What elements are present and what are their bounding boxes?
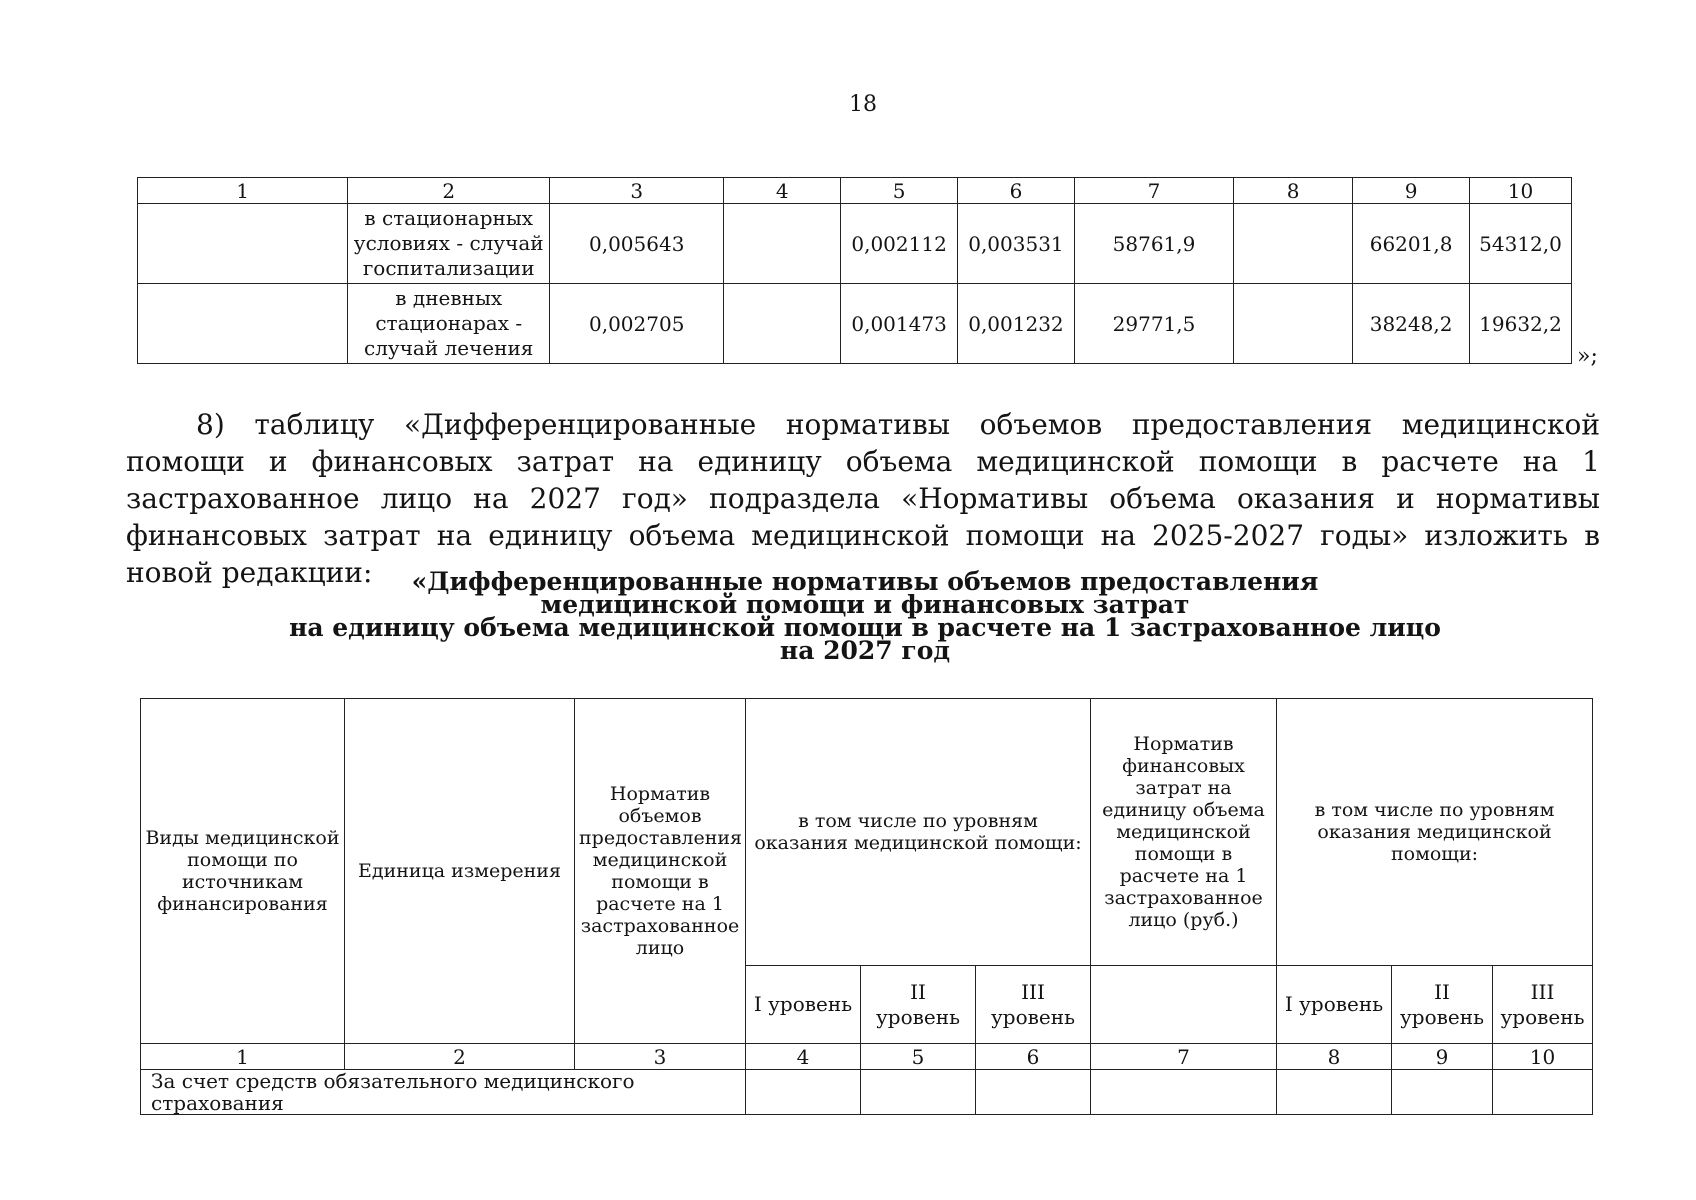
- cell-cost-level1: [1234, 204, 1353, 284]
- column-number: 9: [1353, 178, 1470, 204]
- column-number: 10: [1470, 178, 1572, 204]
- column-number: 8: [1234, 178, 1353, 204]
- header-cost-norm: Норматив финансовых затрат на единицу объема медицинской помощи в расчете на 1 застрахованное лицо (руб.): [1091, 699, 1277, 966]
- column-number: 7: [1091, 1044, 1277, 1070]
- header-empty-cell: [1091, 966, 1277, 1044]
- paragraph-text: 8) таблицу «Дифференцированные нормативы объемов предоставления медицинской помощи и финансовых затрат на единицу объема медицинской помощи в расчете на 1 застрахованное лицо на 2027 год» подраздела «Нормативы объема оказания и нормативы финансовых затрат на единицу объема медицинской помощи на 2025-2027 годы» изложить в новой редакции:: [126, 408, 1600, 589]
- amendment-paragraph: [126, 406, 1600, 596]
- empty-cell: [1091, 1070, 1277, 1115]
- column-number: 5: [841, 178, 958, 204]
- column-numbers-row: [141, 1044, 1593, 1070]
- cell-cost-level2: 66201,8: [1353, 204, 1470, 284]
- cell-type: [138, 284, 348, 364]
- cell-level3: 0,003531: [958, 204, 1075, 284]
- column-number: 2: [345, 1044, 575, 1070]
- column-number: 5: [861, 1044, 976, 1070]
- column-number: 4: [724, 178, 841, 204]
- empty-cell: [861, 1070, 976, 1115]
- cell-level1: [724, 284, 841, 364]
- column-number: 7: [1074, 178, 1233, 204]
- cell-volume: 0,005643: [550, 204, 724, 284]
- cell-level1: [724, 204, 841, 284]
- closing-quote: »;: [1577, 344, 1598, 369]
- empty-cell: [746, 1070, 861, 1115]
- empty-cell: [1493, 1070, 1593, 1115]
- empty-cell: [1277, 1070, 1392, 1115]
- cell-level2: 0,002112: [841, 204, 958, 284]
- empty-cell: [1392, 1070, 1493, 1115]
- table-title: [240, 567, 1490, 665]
- cell-type: [138, 204, 348, 284]
- column-number: 3: [575, 1044, 746, 1070]
- header-level-1: I уровень: [746, 966, 861, 1044]
- title-line: на единицу объема медицинской помощи в расчете на 1 застрахованное лицо: [289, 613, 1441, 642]
- header-levels-group: в том числе по уровням оказания медицинской помощи:: [746, 699, 1091, 966]
- header-medical-care-types: Виды медицинской помощи по источникам финансирования: [141, 699, 345, 1044]
- column-number: 3: [550, 178, 724, 204]
- header-cost-level-3: III уровень: [1493, 966, 1593, 1044]
- cell-cost-level1: [1234, 284, 1353, 364]
- title-line: на 2027 год: [779, 636, 951, 665]
- cell-unit: в стационарных условиях - случай госпитализации: [348, 204, 550, 284]
- table-row: [138, 204, 1572, 284]
- column-number: 9: [1392, 1044, 1493, 1070]
- cell-level3: 0,001232: [958, 284, 1075, 364]
- table-header-row: [141, 699, 1593, 966]
- cell-cost-level3: 19632,2: [1470, 284, 1572, 364]
- header-volume-norm: Норматив объемов предоставления медицинской помощи в расчете на 1 застрахованное лицо: [575, 699, 746, 1044]
- column-number: 4: [746, 1044, 861, 1070]
- column-number: 2: [348, 178, 550, 204]
- column-number: 6: [976, 1044, 1091, 1070]
- empty-cell: [976, 1070, 1091, 1115]
- column-number: 10: [1493, 1044, 1593, 1070]
- header-cost-levels-group: в том числе по уровням оказания медицинской помощи:: [1277, 699, 1593, 966]
- norms-table: [140, 698, 1593, 1115]
- header-cost-level-2: II уровень: [1392, 966, 1493, 1044]
- cell-cost: 29771,5: [1074, 284, 1233, 364]
- title-line: «Дифференцированные нормативы объемов предоставления: [411, 567, 1319, 596]
- header-unit: Единица измерения: [345, 699, 575, 1044]
- page-number: 18: [849, 92, 877, 117]
- oms-section-label: За счет средств обязательного медицинского страхования: [141, 1070, 746, 1115]
- table-header-row: [138, 178, 1572, 204]
- cell-level2: 0,001473: [841, 284, 958, 364]
- column-number: 6: [958, 178, 1075, 204]
- cell-cost-level3: 54312,0: [1470, 204, 1572, 284]
- table-row: [138, 284, 1572, 364]
- header-level-2: II уровень: [861, 966, 976, 1044]
- cell-volume: 0,002705: [550, 284, 724, 364]
- cell-cost-level2: 38248,2: [1353, 284, 1470, 364]
- header-cost-level-1: I уровень: [1277, 966, 1392, 1044]
- column-number: 1: [138, 178, 348, 204]
- cell-unit: в дневных стационарах - случай лечения: [348, 284, 550, 364]
- continuation-table: [137, 177, 1572, 364]
- cell-cost: 58761,9: [1074, 204, 1233, 284]
- column-number: 1: [141, 1044, 345, 1070]
- header-level-3: III уровень: [976, 966, 1091, 1044]
- column-number: 8: [1277, 1044, 1392, 1070]
- title-line: медицинской помощи и финансовых затрат: [540, 590, 1190, 619]
- table-row: [141, 1070, 1593, 1115]
